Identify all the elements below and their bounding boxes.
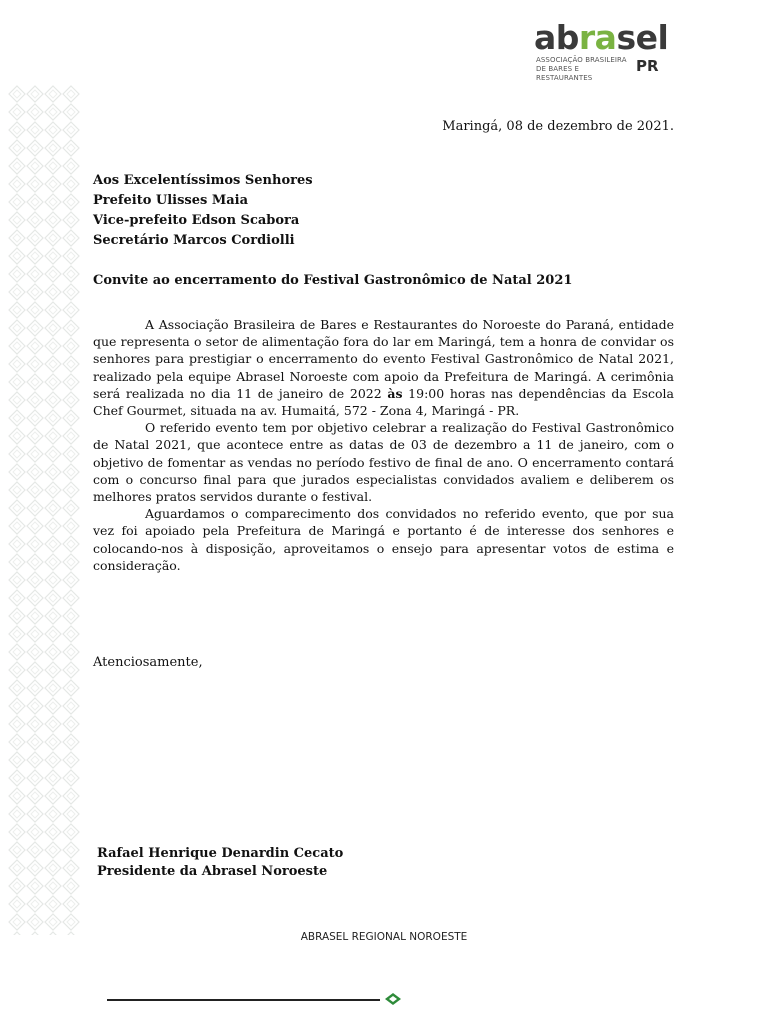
paragraph-3: Aguardamos o comparecimento dos convidados no referido evento, que por sua vez foi apoiado pela Prefeitura de Maringá e portanto é de interesse dos senhores e colocando-nos à disposição, aproveitamos o ensejo para apresentar votos de estima e consideração. bbox=[93, 506, 674, 573]
letter-date: Maringá, 08 de dezembro de 2021. bbox=[442, 119, 674, 134]
abrasel-logo bbox=[532, 18, 667, 80]
paragraph-2: O referido evento tem por objetivo celebrar a realização do Festival Gastronômico de Natal 2021, que acontece entre as datas de 03 de dezembro a 11 de janeiro, com o objetivo de fomentar as vendas no período festivo de final de ano. O encerramento contará com o concurso final para que jurados especialistas convidados avaliem e deliberem os melhores pratos servidos durante o festival. bbox=[93, 420, 674, 505]
decorative-side-pattern bbox=[8, 85, 80, 935]
paragraph-1: A Associação Brasileira de Bares e Restaurantes do Noroeste do Paraná, entidade que representa o setor de alimentação fora do lar em Maringá, tem a honra de convidar os senhores para prestigiar o encerramento do evento Festival Gastronômico de Natal 2021, realizado pela equipe Abrasel Noroeste com apoio da Prefeitura de Maringá. A cerimônia será realizada no dia 11 de janeiro de 2022 às 19:00 horas nas dependências da Escola Chef Gourmet, situada na av. Humaitá, 572 - Zona 4, Maringá - PR. bbox=[93, 317, 674, 419]
recipient-line: Aos Excelentíssimos Senhores bbox=[93, 173, 313, 188]
footer-label: ABRASEL REGIONAL NOROESTE bbox=[300, 931, 468, 943]
letter-closing: Atenciosamente, bbox=[93, 655, 203, 670]
footer-rule bbox=[107, 999, 380, 1001]
recipient-line: Secretário Marcos Cordiolli bbox=[93, 233, 295, 248]
recipient-line: Prefeito Ulisses Maia bbox=[93, 193, 249, 208]
signature-block bbox=[97, 845, 343, 881]
logo-tagline: ASSOCIAÇÃO BRASILEIRA DE BARES E RESTAURANTES bbox=[536, 56, 627, 82]
letter-subject: Convite ao encerramento do Festival Gastronômico de Natal 2021 bbox=[93, 273, 573, 288]
logo-wordmark: abrasel bbox=[534, 18, 669, 57]
recipient-line: Vice-prefeito Edson Scabora bbox=[93, 213, 300, 228]
signature-name: Rafael Henrique Denardin Cecato bbox=[97, 846, 344, 861]
green-diamond-icon bbox=[385, 993, 401, 1005]
recipients-block bbox=[93, 171, 313, 251]
letter-body bbox=[93, 316, 674, 574]
signature-title: Presidente da Abrasel Noroeste bbox=[97, 864, 328, 879]
logo-state: PR bbox=[636, 57, 659, 75]
